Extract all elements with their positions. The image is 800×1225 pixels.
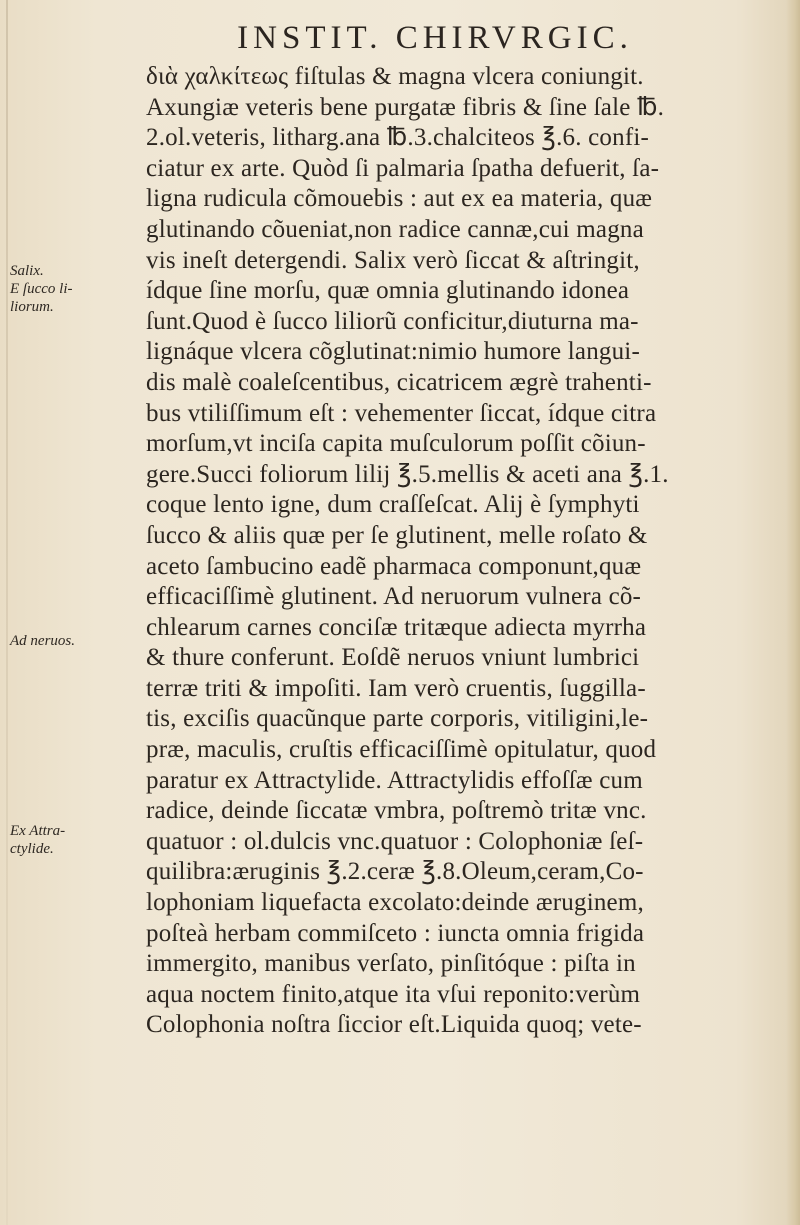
margin-note-line: liorum. [10, 299, 54, 315]
text-line: & thure conferunt. Eoſdẽ neruos vniunt lumbrici [146, 644, 640, 672]
text-line: Colophonia noſtra ſiccior eſt.Liquida quoq; vete- [146, 1011, 642, 1039]
margin-note-line: Ad neruos. [10, 633, 75, 649]
text-line: ſucco & aliis quæ per ſe glutinent, melle roſato & [146, 521, 648, 549]
text-line: aqua noctem finito,atque ita vſui reponito:verùm [146, 980, 641, 1008]
body-text [146, 62, 794, 1041]
margin-note-line: Salix. [10, 263, 44, 279]
text-line: quilibra:æruginis ℥.2.ceræ ℥.8.Oleum,ceram,Co- [146, 858, 644, 886]
text-line: ſunt.Quod è ſucco liliorũ conficitur,diuturna ma- [146, 307, 639, 335]
text-line: coque lento igne, dum craſſeſcat. Alij è ſymphyti [146, 491, 640, 519]
text-line: poſteà herbam commiſceto : iuncta omnia frigida [146, 919, 645, 947]
text-line: ídque ſine morſu, quæ omnia glutinando idonea [146, 277, 630, 305]
margin-note-attractylide [10, 822, 128, 858]
text-line: gere.Succi foliorum lilij ℥.5.mellis & aceti ana ℥.1. [146, 460, 669, 488]
margin-note-ad-neruos [10, 632, 128, 650]
margin-note-line: Ex Attra- [10, 823, 66, 839]
text-line: chlearum carnes conciſæ tritæque adiecta myrrha [146, 613, 647, 641]
text-line: tis, exciſis quacũnque parte corporis, vitiligini,le- [146, 705, 649, 733]
margin-note-line: ctylide. [10, 841, 54, 857]
text-line: Axungiæ veteris bene purgatæ fibris & ſine ſale ℔. [146, 93, 665, 121]
text-line: ligna rudicula cõmouebis : aut ex ea materia, quæ [146, 185, 653, 213]
text-line: lignáque vlcera cõglutinat:nimio humore langui- [146, 338, 640, 366]
text-line: quatuor : ol.dulcis vnc.quatuor : Colophoniæ ſeſ- [146, 827, 644, 855]
text-line: ciatur ex arte. Quòd ſi palmaria ſpatha defuerit, ſa- [146, 154, 660, 182]
text-line: paratur ex Attractylide. Attractylidis effoſſæ cum [146, 766, 643, 794]
text-line: terræ triti & impoſiti. Iam verò cruentis, ſuggilla- [146, 674, 646, 702]
text-line: dis malè coaleſcentibus, cicatricem ægrè trahenti- [146, 368, 652, 396]
text-line: efficaciſſimè glutinent. Ad neruorum vulnera cõ- [146, 583, 642, 611]
text-line: glutinando cõueniat,non radice cannæ,cui magna [146, 215, 644, 243]
text-line: lophoniam liquefacta excolato:deinde æruginem, [146, 889, 644, 917]
text-line: 2.ol.veteris, litharg.ana ℔.3.chalciteos ℥.6. confi- [146, 124, 650, 152]
text-line: præ, maculis, cruſtis efficaciſſimè opitulatur, quod [146, 736, 657, 764]
text-line: vis ineſt detergendi. Salix verò ſiccat & aſtringit, [146, 246, 640, 274]
text-line: bus vtiliſſimum eſt : vehementer ſiccat, ídque citra [146, 399, 657, 427]
margin-note-salix [10, 262, 128, 316]
running-head: INSTIT. CHIRVRGIC. [237, 20, 633, 56]
margin-note-line: E ſucco li- [10, 281, 73, 297]
text-line: immergito, manibus verſato, pinſitóque : piſta in [146, 950, 636, 978]
text-line: morſum,vt inciſa capita muſculorum poſſit cõiun- [146, 430, 646, 458]
text-line: aceto ſambucino eadẽ pharmaca componunt,quæ [146, 552, 642, 580]
text-line: διὰ χαλκίτεως fiſtulas & magna vlcera coniungit. [146, 63, 644, 90]
binding-gutter [6, 0, 8, 1225]
text-line: radice, deinde ſiccatæ vmbra, poſtremò tritæ vnc. [146, 797, 647, 825]
